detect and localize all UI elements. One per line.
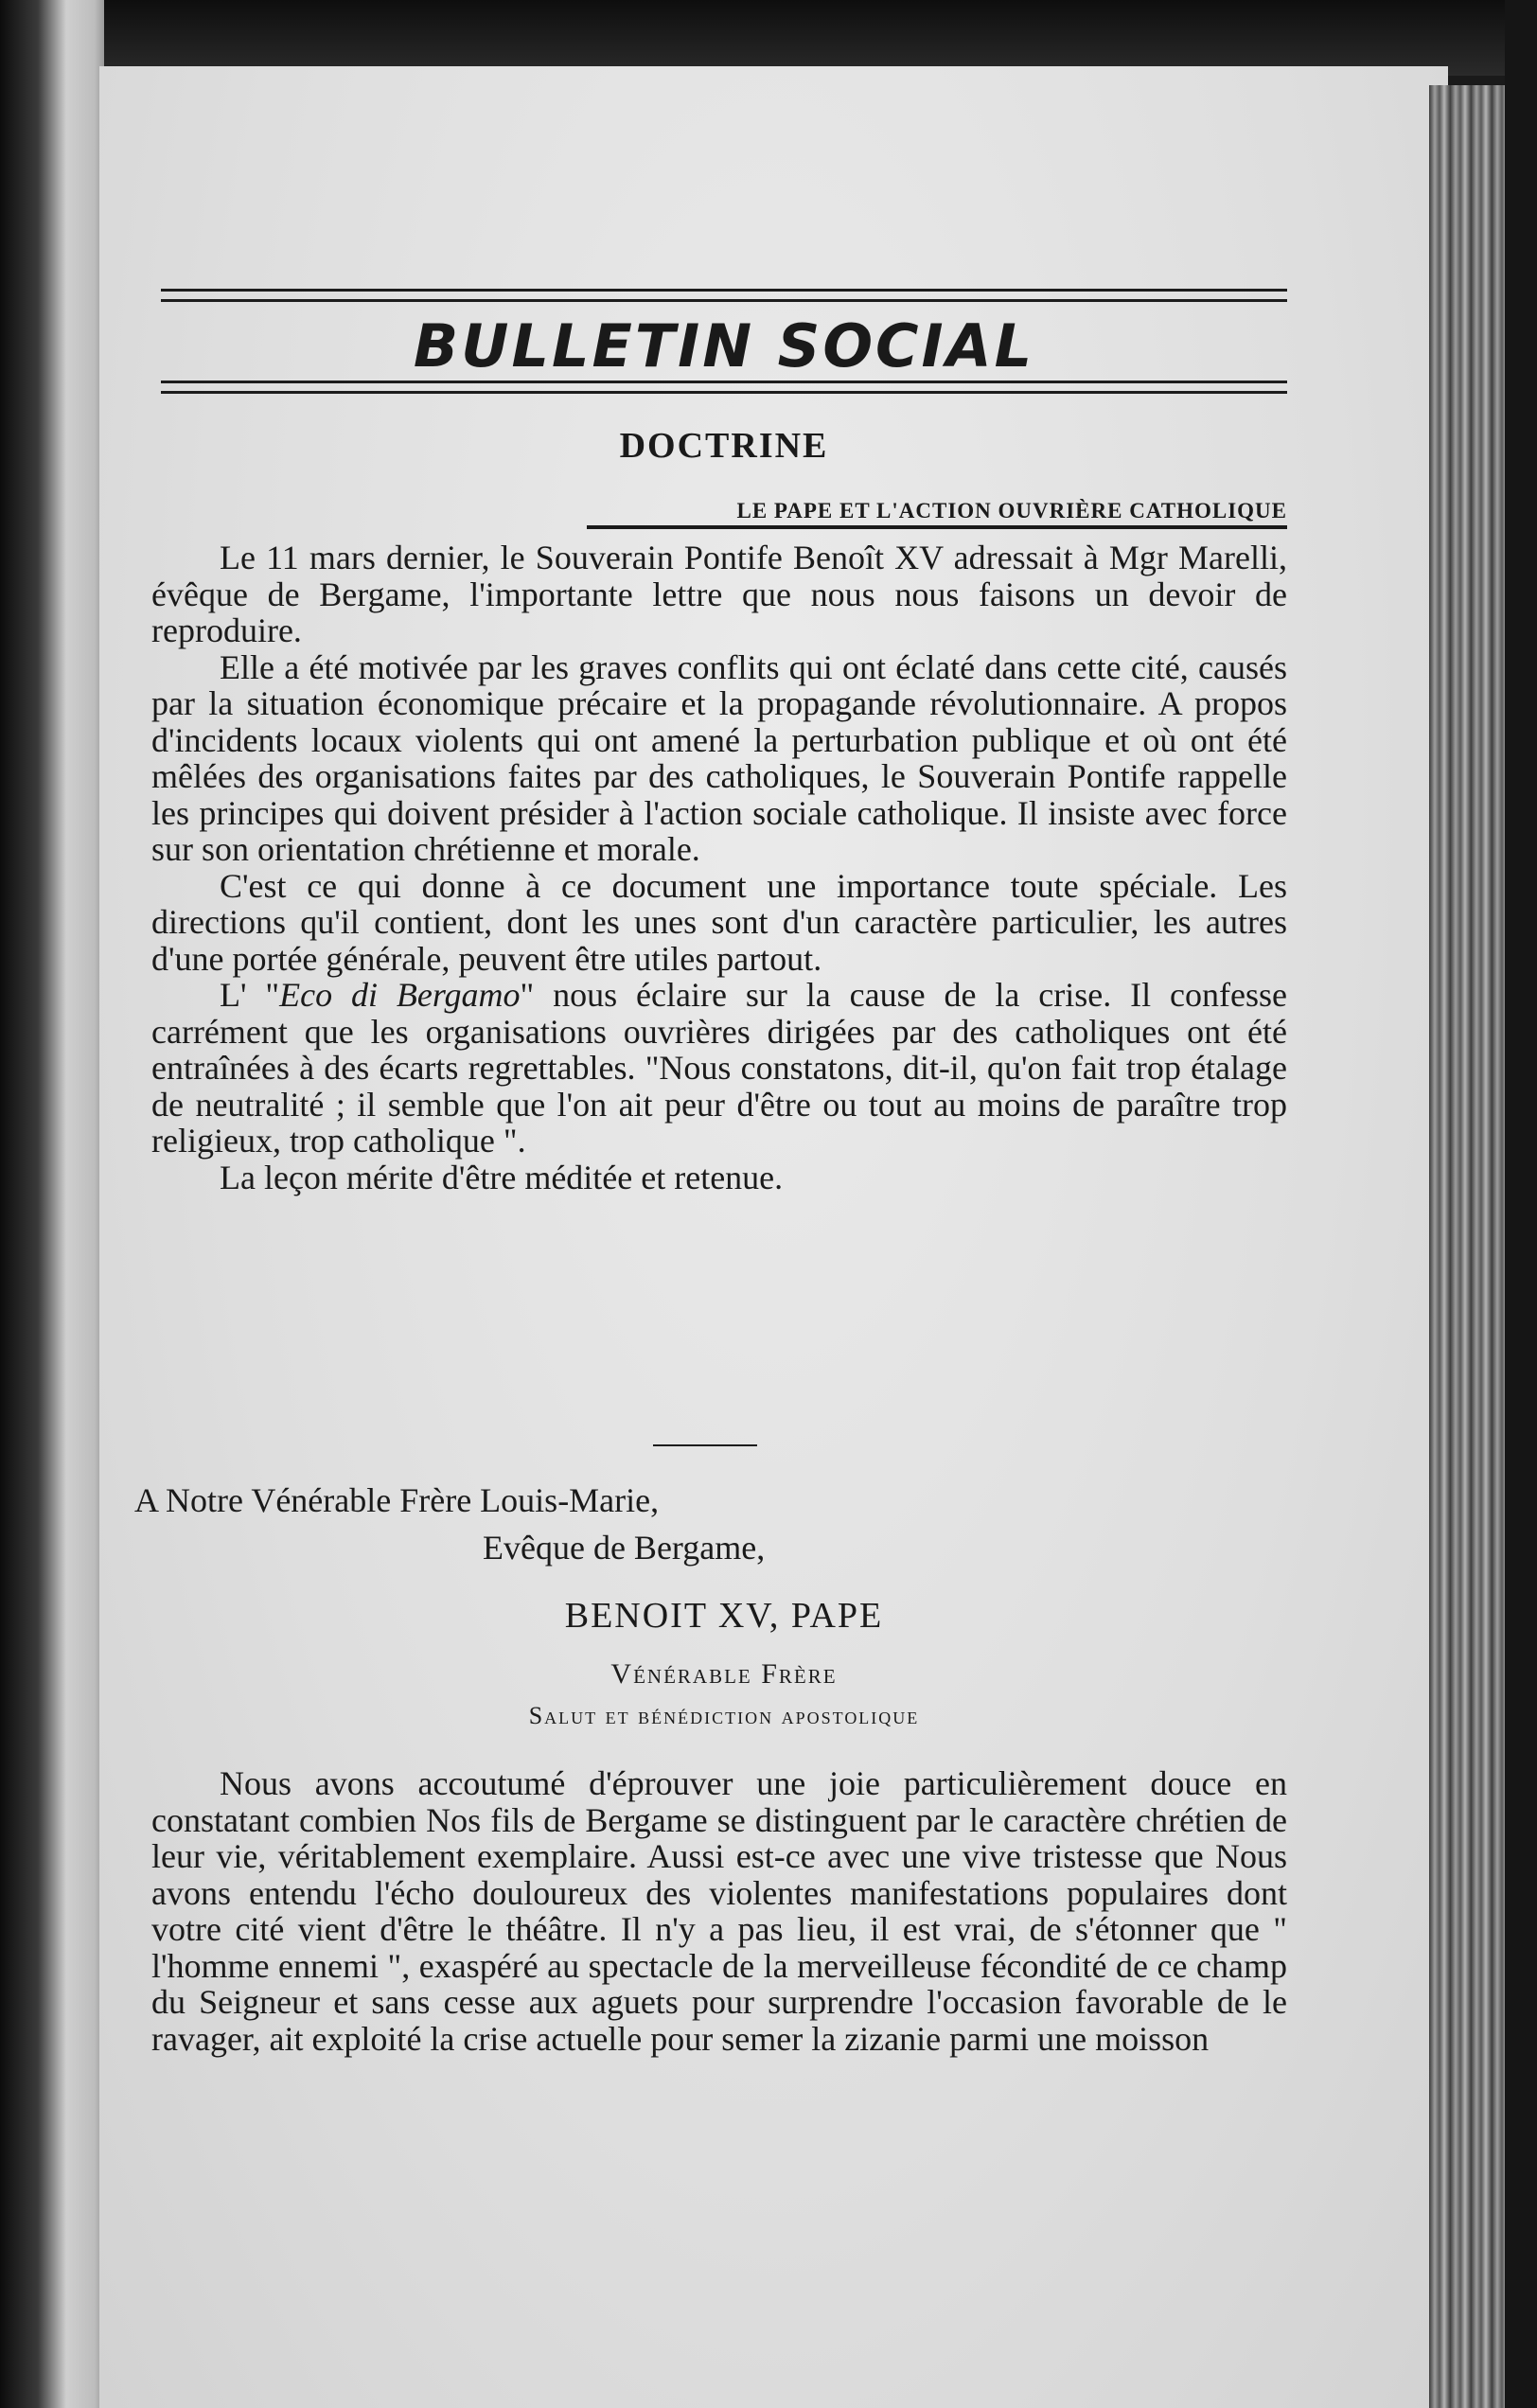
header-rule-bottom-1 [161, 381, 1287, 383]
intro-text [151, 540, 1287, 1195]
facing-page-edge [0, 0, 104, 2408]
section-subheading: LE PAPE ET L'ACTION OUVRIÈRE CATHOLIQUE [587, 497, 1287, 529]
section-heading: DOCTRINE [619, 426, 829, 466]
newspaper-title: Eco di Bergamo [279, 976, 521, 1014]
scan-top-border [0, 0, 1537, 76]
bulletin-title: BULLETIN SOCIAL [413, 311, 1035, 381]
intro-paragraph-5: La leçon mérite d'être méditée et retenue. [220, 1158, 784, 1196]
letter-address-line-2: Evêque de Bergame, [483, 1529, 766, 1567]
section-divider [653, 1444, 757, 1446]
header-rule-bottom-2 [161, 391, 1287, 394]
quote-open: L' " [220, 976, 280, 1014]
intro-paragraph-1: Le 11 mars dernier, le Souverain Pontife Benoît XV adressait à Mgr Marelli, évêque de Bergame, l'importante lettre que nous nous faisons un devoir de reproduire. [151, 539, 1287, 649]
letter-blessing: Salut et bénédiction apostolique [528, 1702, 920, 1729]
header-rule-top-1 [161, 289, 1287, 292]
intro-paragraph-2: Elle a été motivée par les graves conflits qui ont éclaté dans cette cité, causés par la situation économique précaire et la propagande révolutionnaire. A propos d'incidents locaux violents qui ont amené la perturbation publique et où ont été mêlées des organisations faites par des catholiques, le Souverain Pontife rappelle les principes qui doivent présider à l'action sociale catholique. Il insiste avec force sur son orientation chrétienne et morale. [151, 647, 1287, 868]
scan-right-border [1505, 0, 1537, 2408]
intro-paragraph-4-text: " nous éclaire sur la cause de la crise. Il confesse carrément que les organisations ouvrières dirigées par des catholiques ont été entraînées à des écarts regrettables. "Nous constatons, dit-il, qu'on fait trop étalage de neutralité ; il semble que l'on ait peur d'être ou tout au moins de paraître trop religieux, trop catholique ". [151, 976, 1288, 1160]
letter-author: BENOIT XV, PAPE [564, 1596, 884, 1636]
intro-paragraph-4 [151, 977, 1287, 1160]
intro-paragraph-3: C'est ce qui donne à ce document une importance toute spéciale. Les directions qu'il contient, dont les unes sont d'un caractère particulier, les autres d'une portée générale, peuvent être utiles partout. [151, 866, 1287, 978]
letter-text [151, 1765, 1287, 2057]
letter-paragraph-1: Nous avons accoutumé d'éprouver une joie particulièrement douce en constatant combien Nos fils de Bergame se distinguent par le caractère chrétien de leur vie, véritablement exemplaire. Aussi est-ce avec une vive tristesse que Nous avons entendu l'écho douloureux des violentes manifestations populaires dont votre cité vient d'être le théâtre. Il n'y a pas lieu, il est vrai, de s'étonner que " l'homme ennemi ", exaspéré au spectacle de la merveilleuse fécondité de ce champ du Seigneur et sans cesse aux aguets pour surprendre l'occasion favorable de le ravager, ait exploité la crise actuelle pour semer la zizanie parmi une moisson [151, 1764, 1287, 2058]
letter-address-line-1: A Notre Vénérable Frère Louis-Marie, [134, 1481, 660, 1519]
header-rule-top-2 [161, 299, 1287, 302]
letter-salutation: Vénérable Frère [610, 1658, 838, 1690]
